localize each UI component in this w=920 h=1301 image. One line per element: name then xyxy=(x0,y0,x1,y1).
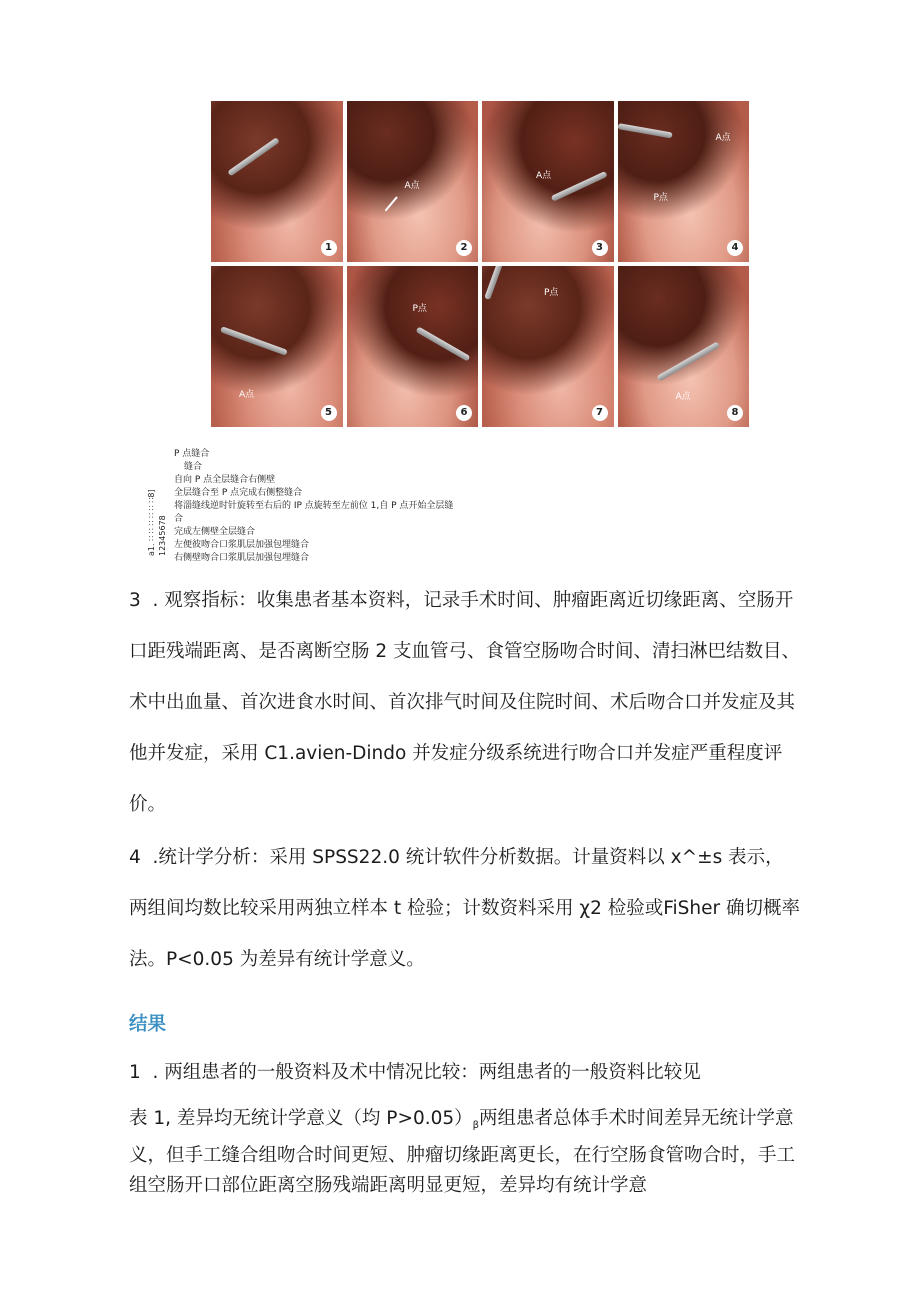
section-heading-results: 结果 xyxy=(129,1014,167,1035)
caption-line: P 点缝合 xyxy=(174,449,210,459)
instrument xyxy=(656,341,720,381)
panel-number: 8 xyxy=(727,405,743,421)
figure-panel xyxy=(347,101,479,262)
figure-side-label xyxy=(147,452,167,556)
panel-number: 6 xyxy=(456,405,472,421)
caption-line: 将淄缝线逆时针旋转至右后的 IP 点旋转至左前位 1,自 P 点开始全层缝 xyxy=(174,501,454,511)
figure-captions xyxy=(174,448,494,565)
figure-panel xyxy=(347,266,479,427)
paragraph-results-2 xyxy=(129,1104,801,1201)
arrow-icon xyxy=(384,196,397,211)
panel-label: P点 xyxy=(544,288,559,298)
figure-panel xyxy=(211,266,343,427)
panel-number: 1 xyxy=(321,240,337,256)
caption-line: 缝合 xyxy=(184,462,203,472)
instrument xyxy=(415,326,470,361)
panel-number: 5 xyxy=(321,405,337,421)
panel-label: P点 xyxy=(653,193,668,203)
panel-label: A点 xyxy=(675,392,691,402)
panel-label: A点 xyxy=(239,390,255,400)
side-label-1: a1. ∷ ∷ ∷ ∷ ∷ ∷8] xyxy=(147,489,156,556)
figure-panel xyxy=(618,101,750,262)
caption-line: 完成左侧壁全层缝合 xyxy=(174,527,256,537)
panel-number: 7 xyxy=(592,405,608,421)
instrument xyxy=(227,137,280,176)
results-text-a: 表 1, 差异均无统计学意义（均 P>0.05） xyxy=(129,1108,473,1129)
instrument xyxy=(551,171,608,202)
panel-label: A点 xyxy=(404,181,420,191)
panel-number: 3 xyxy=(592,240,608,256)
results-subscript: β xyxy=(472,1120,480,1131)
caption-line: 自向 P 点全层缝合右侧壁 xyxy=(174,475,276,485)
panel-number: 2 xyxy=(456,240,472,256)
panel-label: A点 xyxy=(715,133,731,143)
results-text-b: 两组患者总体手术时间差异无统计学意义，但手工缝合组吻合时间更短、肿瘤切缘距离更长，在行空肠食管吻合时，手工组空肠开口部位距离空肠残端距离明显更短，差异均有统计学意 xyxy=(129,1108,796,1196)
caption-line: 合 xyxy=(174,514,184,524)
panel-label: P点 xyxy=(412,304,427,314)
figure-panel xyxy=(482,266,614,427)
instrument xyxy=(220,326,288,356)
caption-line: 右侧壁吻合口浆肌层加强包埋缝合 xyxy=(174,553,310,563)
panel-number: 4 xyxy=(727,240,743,256)
paragraph-observation-indicators: 3 . 观察指标：收集患者基本资料，记录手术时间、肿瘤距离近切缘距离、空肠开口距残端距离、是否离断空肠 2 支血管弓、食管空肠吻合时间、清扫淋巴结数目、术中出血量、首次进食水时间、首次排气时间及住院时间、术后吻合口并发症及其他并发症，采用 C1.avien-Dindo 并发症分级系统进行吻合口并发症严重程度评价。 xyxy=(129,590,801,815)
caption-line: 左便彼吻合口浆肌层加强包埋缝合 xyxy=(174,540,310,550)
surgical-figure xyxy=(211,101,749,427)
caption-line: 全层缝合至 P 点完成右侧整缝合 xyxy=(174,488,303,498)
figure-panel xyxy=(482,101,614,262)
side-label-2: 12345678 xyxy=(158,515,167,556)
panel-label: A点 xyxy=(536,171,552,181)
paragraph-statistical-analysis: 4 .统计学分析：采用 SPSS22.0 统计软件分析数据。计量资料以 x^±s 表示，两组间均数比较采用两独立样本 t 检验；计数资料采用 χ2 检验或FiSher 确切概率法。P<0.05 为差异有统计学意义。 xyxy=(129,847,801,970)
instrument xyxy=(618,123,673,138)
figure-panel xyxy=(618,266,750,427)
paragraph-results-1: 1 . 两组患者的一般资料及术中情况比较：两组患者的一般资料比较见 xyxy=(129,1062,701,1083)
instrument xyxy=(484,266,503,300)
figure-panel xyxy=(211,101,343,262)
